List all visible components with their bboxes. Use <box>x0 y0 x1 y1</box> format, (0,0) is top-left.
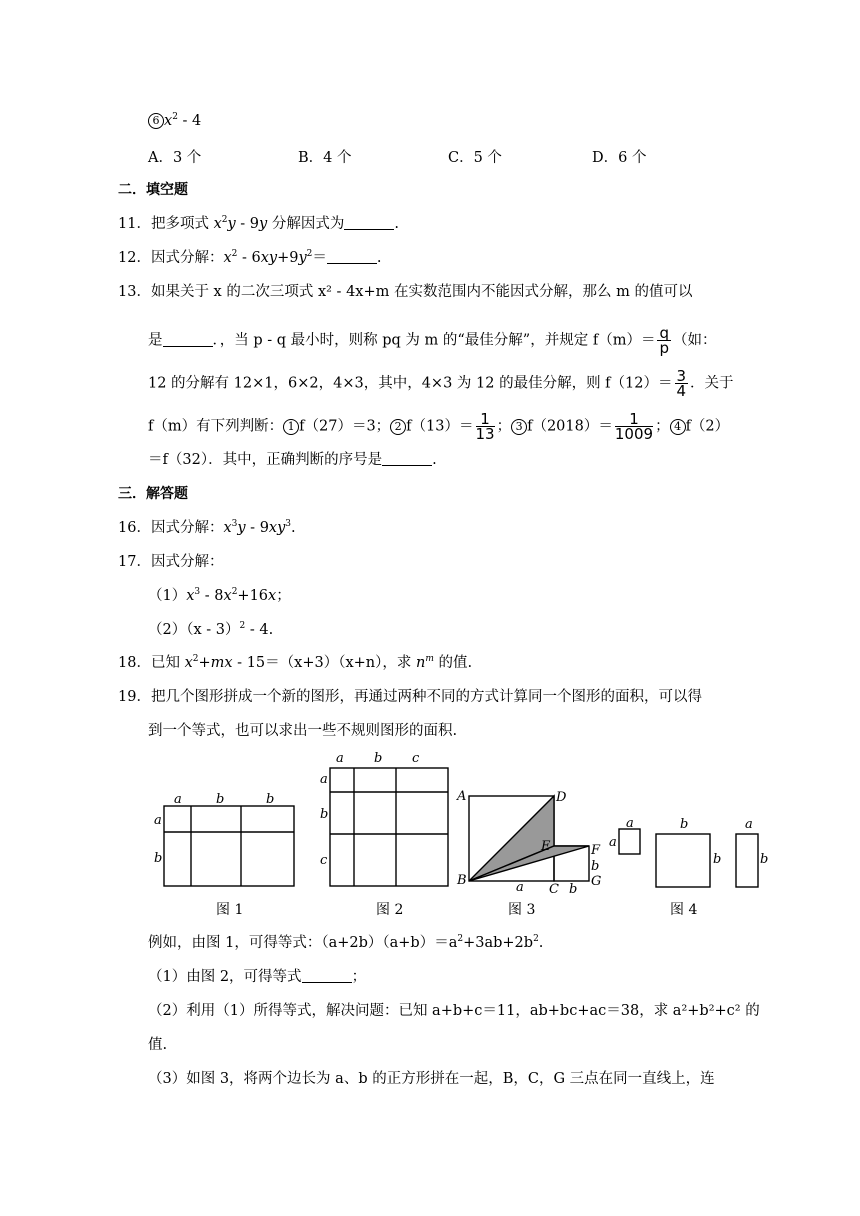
svg-text:B: B <box>457 873 467 888</box>
question-13-line3: 12 的分解有 12×1，6×2，4×3，其中，4×3 为 12 的最佳分解，则 f（12）＝ $\frac{3}{4}$ ．关于 <box>148 367 734 400</box>
svg-text:C: C <box>549 882 559 897</box>
circled-number: 4 <box>670 419 686 435</box>
fraction-3-over-4: $\frac{3}{4}$ <box>676 367 687 400</box>
svg-text:b: b <box>216 792 225 807</box>
figure-3-caption: 图 3 <box>508 902 536 918</box>
question-19-part3-line1: （3）如图 3，将两个边长为 a、b 的正方形拼在一起，B，C，G 三点在同一直线上，连 <box>148 1071 715 1087</box>
svg-text:b: b <box>320 807 329 822</box>
svg-text:b: b <box>680 817 689 832</box>
question-19-example: 例如，由图 1，可得等式：$(a+2b)(a+b)=a^2+3ab+2b^2$. <box>148 934 544 951</box>
svg-text:E: E <box>541 839 551 854</box>
section-fill-in-title: 二．填空题 <box>118 182 188 198</box>
question-13-line1: 13．如果关于 x 的二次三项式 x² - 4x+m 在实数范围内不能因式分解，那么 m 的值可以 <box>118 284 693 300</box>
svg-text:A: A <box>457 789 467 804</box>
fraction-1-over-1009: $\frac{1}{1009}$ <box>614 410 654 443</box>
question-19-part2-line2: 值. <box>148 1037 168 1053</box>
svg-text:b: b <box>569 882 578 897</box>
question-19-part1: （1）由图 2，可得等式 ； <box>148 969 367 985</box>
fraction-q-over-p: $\frac{q}{p}$ <box>659 324 669 357</box>
question-17-part1: $(1)x^3 - 8x^2+16x$； <box>148 587 291 604</box>
svg-text:a: a <box>154 813 162 828</box>
question-13-line4: f（m）有下列判断： 1 f（27）＝3； 2 f（13）＝ $\frac{1}{13}$ ； 3 f（2018）＝ $\frac{1}{1009}$ ； 4 f（2） <box>148 410 730 443</box>
option-d: D．6 个 <box>592 150 647 166</box>
figure-1-caption: 图 1 <box>216 902 244 918</box>
svg-text:a: a <box>320 772 328 787</box>
option-b: B．4 个 <box>298 150 352 166</box>
svg-text:F: F <box>591 843 601 858</box>
question-16: 16．因式分解：$x^3y - 9xy^3$. <box>118 519 296 536</box>
section-solve-title: 三．解答题 <box>118 486 188 502</box>
question-11: 11．把多项式 $x^2y - 9y$ 分解因式为 . <box>118 215 399 232</box>
figure-2-caption: 图 2 <box>376 902 404 918</box>
circled-number: 3 <box>511 419 527 435</box>
question-13-line5: ＝f（32）．其中，正确判断的序号是 . <box>148 452 437 468</box>
svg-text:a: a <box>174 792 182 807</box>
svg-text:b: b <box>591 859 600 874</box>
circled-number: 6 <box>148 113 164 129</box>
fraction-1-over-13: $\frac{1}{13}$ <box>475 410 495 443</box>
svg-text:a: a <box>745 817 753 832</box>
question-19-line1: 19．把几个图形拼成一个新的图形，再通过两种不同的方式计算同一个图形的面积，可以得 <box>118 689 702 705</box>
option-c: C．5 个 <box>448 150 502 166</box>
figure-4-caption: 图 4 <box>670 902 698 918</box>
question-19-line2: 到一个等式，也可以求出一些不规则图形的面积. <box>148 723 458 739</box>
figure-1 <box>164 806 294 886</box>
answer-blank <box>327 249 377 264</box>
option-a: A．3 个 <box>148 150 202 166</box>
circled-number: 1 <box>283 419 299 435</box>
svg-text:a: a <box>336 751 344 766</box>
q10-item6: 6 $x^2 - 4$ <box>148 111 201 131</box>
question-18: 18．已知 $x^2+mx - 15=(x+3)(x+n)$，求 $n^m$ 的值. <box>118 654 473 671</box>
svg-text:c: c <box>412 751 420 766</box>
svg-text:b: b <box>713 852 722 867</box>
figure-2 <box>330 768 448 886</box>
answer-blank <box>163 332 213 347</box>
svg-text:a: a <box>626 816 634 831</box>
answer-blank <box>302 968 352 983</box>
svg-text:a: a <box>609 835 617 850</box>
svg-text:b: b <box>154 851 163 866</box>
svg-text:c: c <box>320 853 328 868</box>
svg-text:b: b <box>266 792 275 807</box>
answer-blank <box>382 451 432 466</box>
question-19-part2-line1: （2）利用（1）所得等式，解决问题：已知 a+b+c＝11，ab+bc+ac＝38，求 a²+b²+c² 的 <box>148 1003 760 1019</box>
svg-text:a: a <box>516 880 524 895</box>
answer-blank <box>344 215 394 230</box>
question-12: 12．因式分解：$x^2 - 6xy+9y^2=$ . <box>118 249 382 266</box>
svg-text:b: b <box>374 751 383 766</box>
figures-group <box>150 748 780 928</box>
svg-text:G: G <box>591 874 602 889</box>
question-17-part2: （2）（x - 3）$^2$ - 4. <box>148 621 274 638</box>
circled-number: 2 <box>390 419 406 435</box>
svg-text:b: b <box>760 852 769 867</box>
question-13-line2: 是 ．，当 p - q 最小时，则称 pq 为 m 的“最佳分解”，并规定 f（m）＝ $\frac{q}{p}$ （如： <box>148 324 717 357</box>
figure-3 <box>469 796 589 881</box>
figure-4 <box>619 829 758 887</box>
question-17: 17．因式分解： <box>118 554 224 570</box>
svg-text:D: D <box>556 790 567 805</box>
